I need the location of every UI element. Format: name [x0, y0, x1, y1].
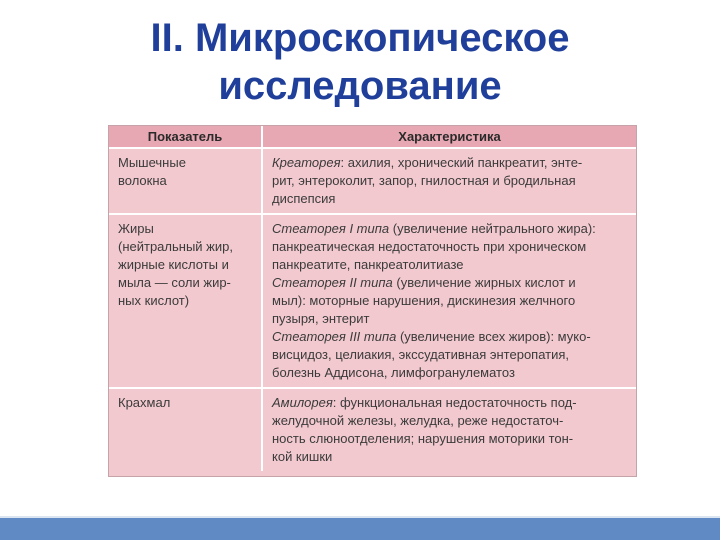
characteristic-text: кой кишки [272, 449, 333, 464]
characteristic-text: висцидоз, целиакия, экссудативная энтеропатия, [272, 347, 570, 362]
table-header-row [109, 126, 636, 148]
condition-term: Креаторея [272, 155, 341, 170]
characteristic-text: (увеличение нейтрального жира): [389, 221, 596, 236]
characteristic-line [272, 172, 628, 190]
condition-term: Стеаторея II типа [272, 275, 393, 290]
characteristic-line [272, 364, 628, 382]
table-row [109, 214, 636, 388]
indicator-line: жирные кислоты и [118, 257, 229, 272]
slide-title [60, 14, 660, 110]
characteristic-text: диспепсия [272, 191, 336, 206]
indicator-line: Крахмал [118, 395, 171, 410]
footer-bar [0, 518, 720, 540]
indicator-cell [109, 148, 262, 214]
characteristic-line [272, 256, 628, 274]
characteristic-cell [262, 388, 636, 471]
indicator-line: Жиры [118, 221, 154, 236]
condition-term: Стеаторея I типа [272, 221, 390, 236]
characteristic-line [272, 448, 628, 466]
characteristic-line [272, 412, 628, 430]
characteristic-line [272, 430, 628, 448]
indicator-cell [109, 388, 262, 471]
characteristic-text: желудочной железы, желудка, реже недостаточ- [272, 413, 564, 428]
characteristic-text: мыл): моторные нарушения, дискинезия желчного [272, 293, 576, 308]
characteristic-line [272, 238, 628, 256]
characteristic-line [272, 190, 628, 208]
slide-title-line-1: II. Микроскопическое [150, 16, 570, 60]
indicator-line: (нейтральный жир, [118, 239, 233, 254]
indicator-cell [109, 214, 262, 388]
condition-term: Амилорея [272, 395, 333, 410]
characteristic-line [272, 346, 628, 364]
column-header-indicator: Показатель [109, 126, 262, 148]
column-header-characteristic: Характеристика [262, 126, 636, 148]
slide-title-line-2: исследование [218, 64, 502, 108]
indicator-line: волокна [118, 173, 167, 188]
data-table-container [108, 125, 637, 477]
indicator-line: Мышечные [118, 155, 186, 170]
characteristic-text: ность слюноотделения; нарушения моторики тон- [272, 431, 574, 446]
characteristic-text: пузыря, энтерит [272, 311, 370, 326]
characteristic-text: панкреатическая недостаточность при хроническом [272, 239, 587, 254]
characteristic-line [272, 274, 628, 292]
characteristic-cell [262, 214, 636, 388]
characteristic-line [272, 220, 628, 238]
characteristic-text: : функциональная недостаточность под- [332, 395, 577, 410]
characteristic-text: : ахилия, хронический панкреатит, энте- [340, 155, 583, 170]
characteristic-text: болезнь Аддисона, лимфогранулематоз [272, 365, 515, 380]
characteristic-line [272, 292, 628, 310]
condition-term: Стеаторея III типа [272, 329, 397, 344]
table-row [109, 148, 636, 214]
characteristic-text: (увеличение всех жиров): муко- [396, 329, 591, 344]
characteristic-line [272, 394, 628, 412]
data-table [109, 126, 636, 471]
indicator-line: мыла — соли жир- [118, 275, 231, 290]
characteristic-cell [262, 148, 636, 214]
characteristic-line [272, 328, 628, 346]
characteristic-text: рит, энтероколит, запор, гнилостная и бродильная [272, 173, 576, 188]
indicator-line: ных кислот) [118, 293, 190, 308]
characteristic-line [272, 154, 628, 172]
table-body [109, 148, 636, 471]
characteristic-text: (увеличение жирных кислот и [392, 275, 576, 290]
table-row [109, 388, 636, 471]
characteristic-line [272, 310, 628, 328]
characteristic-text: панкреатите, панкреатолитиазе [272, 257, 464, 272]
